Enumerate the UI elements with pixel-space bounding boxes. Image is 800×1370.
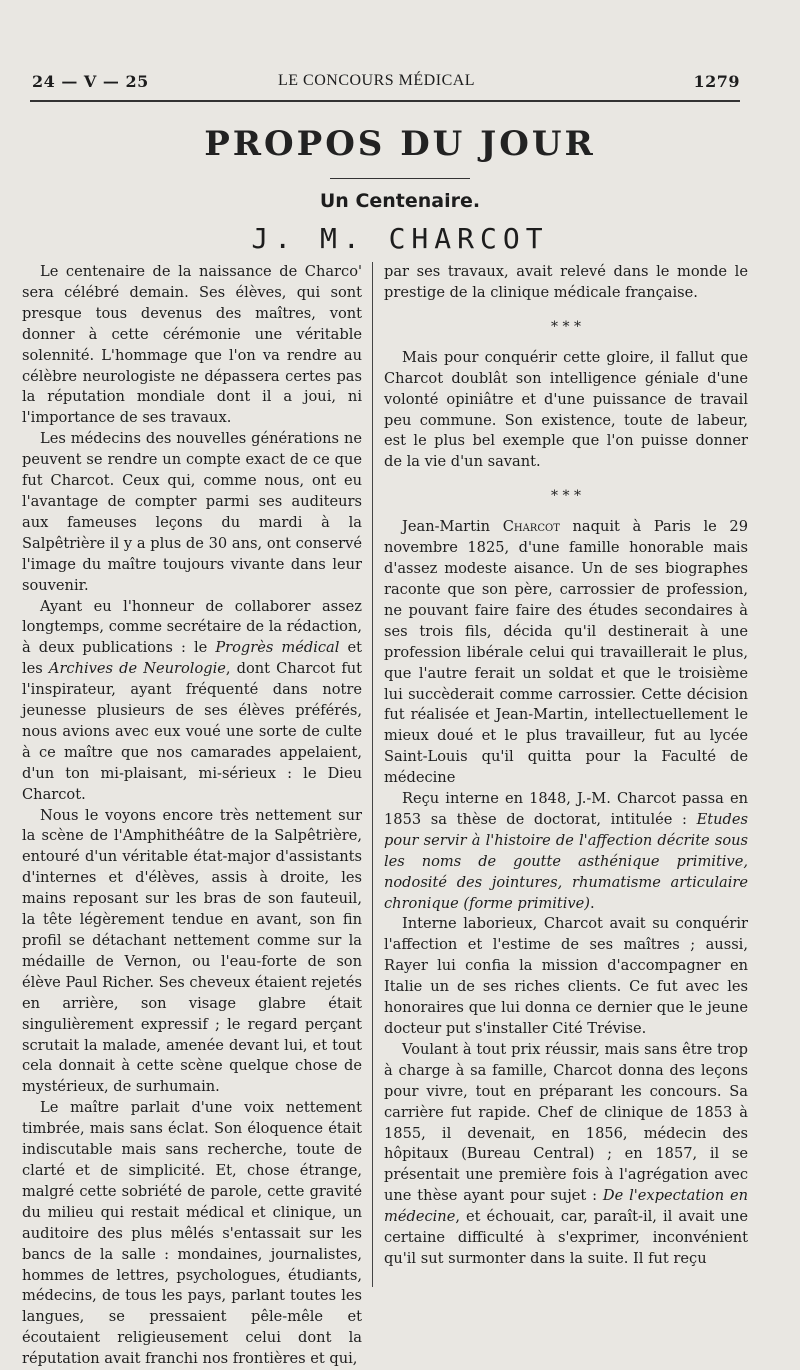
title-rule <box>330 178 470 179</box>
paragraph-text: , dont Charcot fut l'inspirateur, ayant fréquenté dans notre jeunesse plusieurs de ses élèves préférés, nous avions avec eux voué une sorte de culte à ce maître que nos camarades appelaient, d'un ton mi-plaisant, mi-sérieux : le Dieu Charcot. <box>22 660 362 803</box>
header-rule <box>30 100 740 102</box>
paragraph: Nous le voyons encore très nettement sur la scène de l'Amphithéâtre de la Salpêtrière, entouré d'un véritable état-major d'assistants d'internes et d'élèves, assis à droite, les mains reposant sur les bras de son fauteuil, la tête légèrement tendue en avant, son fin profil se détachant nettement comme sur la médaille de Vernon, ou l'eau-forte de son élève Paul Richer. Ses cheveux étaient rejetés en arrière, son visage glabre était singulièrement expressif ; le regard perçant scrutait la malade, amenée devant lui, et tout cela donnait à cette scène quelque chose de mystérieux, de surhumain. <box>22 806 362 1096</box>
right-column <box>384 262 748 1270</box>
paragraph: Le centenaire de la naissance de Charco' sera célébré demain. Ses élèves, qui sont presque tous devenus des maîtres, vont donner à cette cérémonie une véritable solennité. L'hommage que l'on va rendre au célèbre neurologiste ne dépassera certes pas la réputation mondiale dont il a joui, ni l'importance de ses travaux. <box>22 263 362 427</box>
asterism: * * * <box>551 488 581 505</box>
paragraph: par ses travaux, avait relevé dans le monde le prestige de la clinique médicale française. <box>384 263 748 301</box>
paragraph: Interne laborieux, Charcot avait su conquérir l'affection et l'estime de ses maîtres ; aussi, Rayer lui confia la mission d'accompagner en Italie un de ses riches clients. Ce fut avec les honoraires que lui donna ce dernier que le jeune docteur put s'installer Cité Trévise. <box>384 915 748 1037</box>
italic-title: De l'expectation en médecine <box>384 1187 748 1226</box>
article-name-title: J. M. CHARCOT <box>251 222 549 255</box>
header-date: 24 — V — 25 <box>32 72 149 91</box>
paragraph-text: et les <box>22 639 362 678</box>
asterism: * * * <box>551 318 581 335</box>
header-page-number: 1279 <box>693 72 740 91</box>
italic-title: Archives de Neurologie <box>48 660 226 678</box>
italic-title: Etudes pour servir à l'histoire de l'affection décrite sous les noms de goutte asthénique primitive, nodosité des jointures, rhumatisme articulaire chronique (forme primitive) <box>384 810 748 912</box>
paragraph-text: . <box>590 894 595 912</box>
paragraph <box>384 517 748 789</box>
paragraph-text: Reçu interne en 1848, J.-M. Charcot passa en 1853 sa thèse de doctorat, intitulée : <box>384 790 748 828</box>
paragraph: Mais pour conquérir cette gloire, il fallut que Charcot doublât son intelligence géniale d'une volonté opiniâtre et d'une puissance de travail peu commune. Son existence, toute de labeur, est le plus bel exemple que l'on puisse donner de la vie d'un savant. <box>384 348 748 471</box>
paragraph <box>22 597 362 806</box>
paragraph <box>384 1040 748 1270</box>
paragraph: Les médecins des nouvelles générations ne peuvent se rendre un compte exact de ce que fut Charcot. Ceux qui, comme nous, ont eu l'avantage de compter parmi ses auditeurs aux fameuses leçons du mardi à la Salpêtrière il y a plus de 30 ans, ont conservé l'image du maître toujours vivante dans leur souvenir. <box>22 430 362 594</box>
paragraph: Le maître parlait d'une voix nettement timbrée, mais sans éclat. Son éloquence était indiscutable mais sans recherche, toute de clarté et de simplicité. Et, chose étrange, malgré cette sobriété de parole, cette gravité du milieu qui restait médical et clinique, un auditoire des plus mêlés s'entassait sur les bancs de la salle : mondaines, journalistes, hommes de lettres, psychologues, étudiants, médecins, de tous les pays, parlant toutes les langues, se pressaient pêle-mêle et écoutaient religieusement celui dont la réputation avait franchi nos frontières et qui, <box>22 1099 362 1368</box>
paragraph-text: , et échouait, car, paraît-il, il avait une certaine difficulté à s'exprimer, inconvénient qu'il sut surmonter dans la suite. Il fut reçu <box>384 1208 748 1267</box>
paragraph-text: naquit à Paris le 29 novembre 1825, d'une famille honorable mais d'assez modeste aisance. Un de ses biographes raconte que son père, carrossier de profession, ne pouvant faire faire des études secondaires à ses trois fils, décida qu'il destinerait à une profession libérale celui qui travaillerait le plus, que l'autre ferait un soldat et que le troisième lui succèderait comme carrossier. Cette décision fut réalisée et Jean-Martin, intellectuellement le mieux doué et le plus travailleur, fut au lycée Saint-Louis qu'il quitta pour la Faculté de médecine <box>384 518 748 787</box>
header-journal-name: LE CONCOURS MÉDICAL <box>278 72 476 89</box>
italic-title: Progrès médical <box>215 639 340 657</box>
column-rule <box>372 262 373 1287</box>
section-title: PROPOS DU JOUR <box>204 124 596 164</box>
paragraph <box>384 789 748 914</box>
paragraph-text: Voulant à tout prix réussir, mais sans être trop à charge à sa famille, Charcot donna des leçons pour vivre, tout en préparant les concours. Sa carrière fut rapide. Chef de clinique de 1853 à 1855, il devenait, en 1856, médecin des hôpitaux (Bureau Central) ; en 1857, il se présentait une première fois à l'agrégation avec une thèse ayant pour sujet : <box>384 1040 748 1205</box>
left-column <box>22 262 362 1370</box>
article-subtitle: Un Centenaire. <box>319 190 481 212</box>
running-header <box>18 72 740 98</box>
paragraph-text: Jean-Martin <box>402 518 503 536</box>
paragraph-text: Ayant eu l'honneur de collaborer assez longtemps, comme secrétaire de la rédaction, à deux publications : le <box>22 597 362 657</box>
small-caps-name: Charcot <box>502 518 560 536</box>
